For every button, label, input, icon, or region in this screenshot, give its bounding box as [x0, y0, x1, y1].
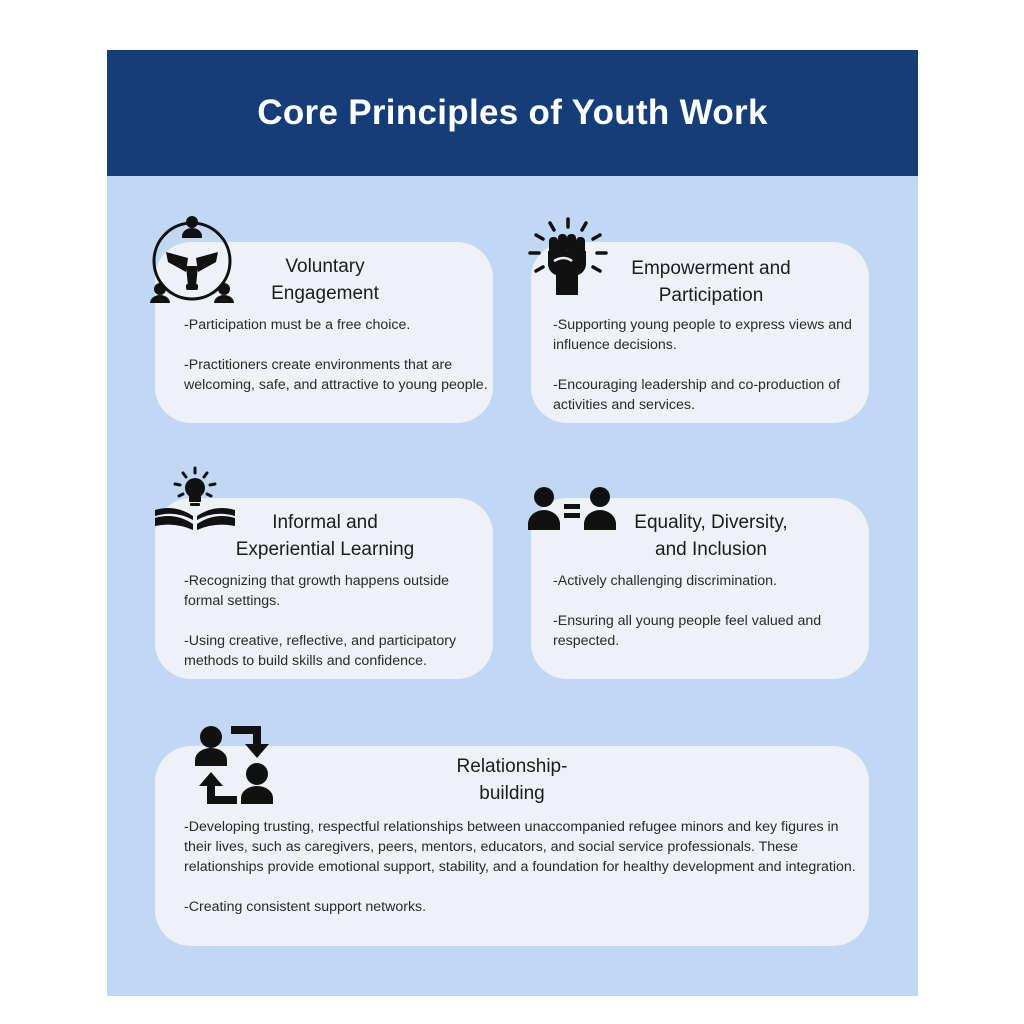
card-point: -Actively challenging discrimination.	[553, 573, 777, 589]
raised-fist-icon	[528, 217, 608, 297]
card-title	[225, 253, 425, 307]
people-equal-icon	[528, 486, 618, 532]
card-title	[225, 509, 425, 563]
people-exchange-icon	[193, 724, 275, 806]
card-body	[184, 315, 489, 415]
card-title-line: Empowerment and	[631, 258, 791, 279]
card-title-line: Participation	[658, 285, 764, 306]
card-body	[553, 571, 863, 671]
card-point: -Participation must be a free choice.	[184, 317, 411, 333]
card-title-line: and Inclusion	[655, 539, 767, 560]
lightbulb-book-icon	[153, 466, 237, 534]
card-title	[412, 753, 612, 807]
card-title-line: building	[479, 783, 545, 804]
card-point: -Developing trusting, respectful relationships between unaccompanied refugee minors and key figures in their lives, such as caregivers, peers, mentors, educators, and social service professionals. These relationships provide emotional support, stability, and a foundation for healthy development and integration.	[184, 819, 856, 875]
card-point: -Using creative, reflective, and participatory methods to build skills and confidence.	[184, 633, 457, 669]
card-point: -Encouraging leadership and co-production of activities and services.	[553, 377, 841, 413]
page-title: Core Principles of Youth Work	[257, 93, 768, 132]
card-title	[611, 255, 811, 309]
card-point: -Recognizing that growth happens outside formal settings.	[184, 573, 450, 609]
card-body	[184, 571, 492, 691]
circle-of-people-hands-icon	[148, 214, 236, 304]
card-body	[553, 315, 863, 435]
card-body	[184, 817, 868, 937]
card-title-line: Informal and	[272, 512, 378, 533]
card-point: -Practitioners create environments that are welcoming, safe, and attractive to young people.	[184, 357, 488, 393]
card-point: -Supporting young people to express views and influence decisions.	[553, 317, 852, 353]
card-point: -Ensuring all young people feel valued and respected.	[553, 613, 822, 649]
header-banner	[107, 50, 918, 176]
card-title-line: Equality, Diversity,	[634, 512, 788, 533]
card-title-line: Engagement	[271, 283, 379, 304]
card-point: -Creating consistent support networks.	[184, 899, 427, 915]
card-title	[611, 509, 811, 563]
card-title-line: Experiential Learning	[235, 539, 415, 560]
card-title-line: Voluntary	[285, 256, 365, 277]
card-title-line: Relationship-	[456, 756, 568, 777]
